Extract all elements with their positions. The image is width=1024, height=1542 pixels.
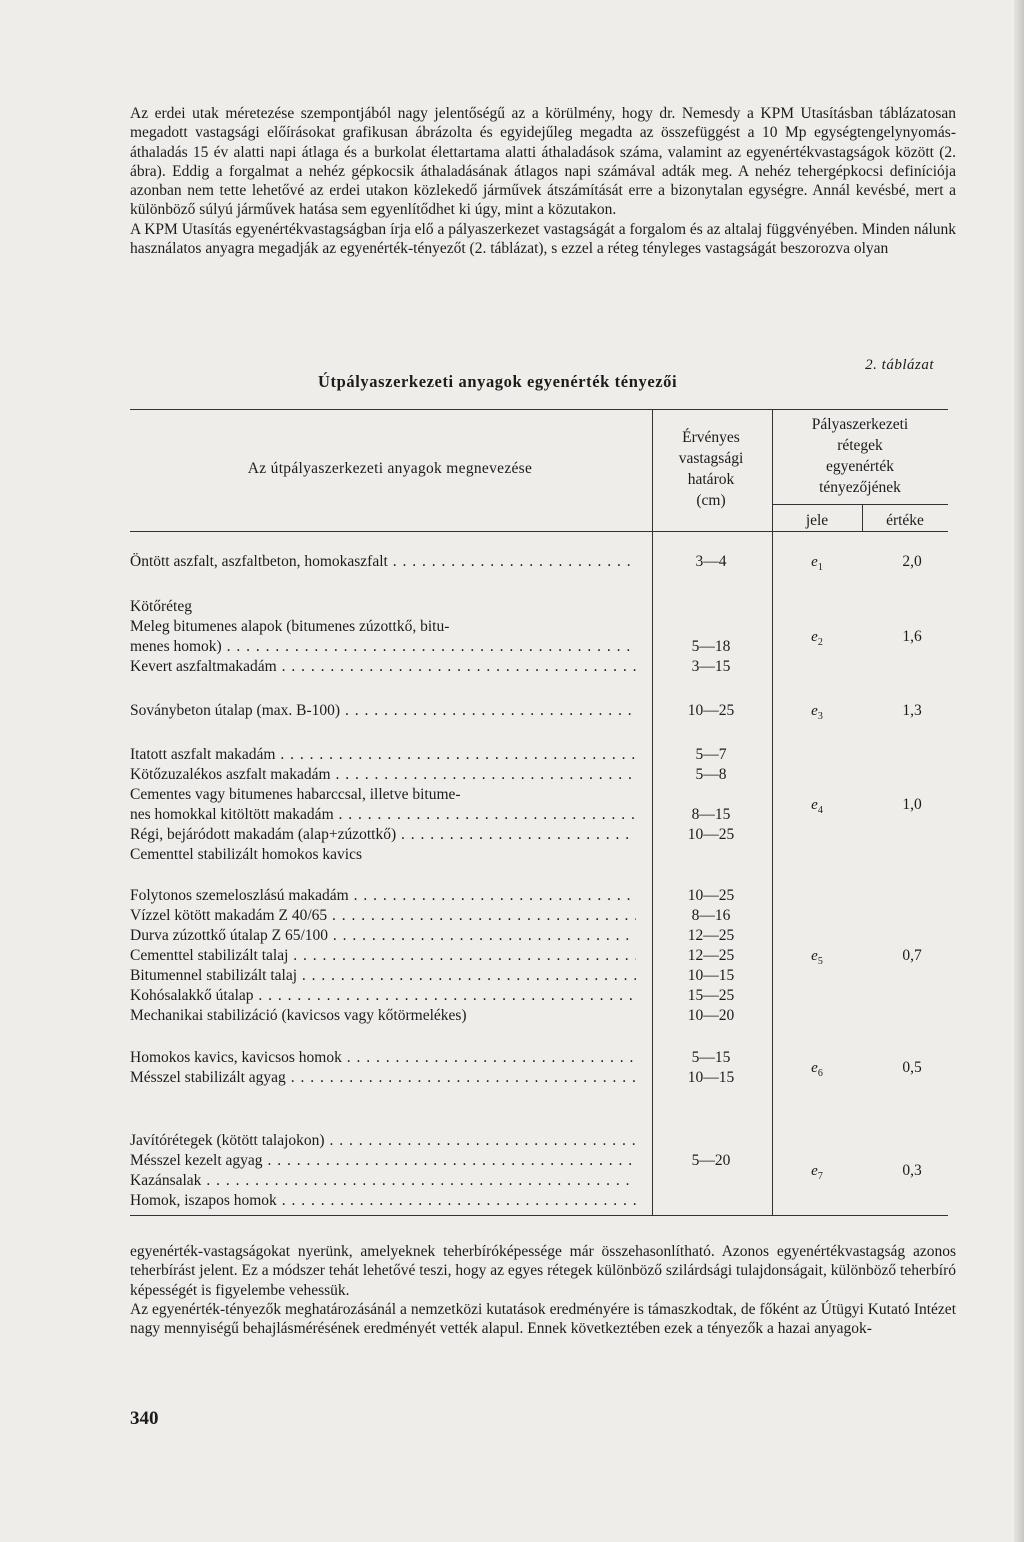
table-row bbox=[130, 825, 948, 845]
thickness-range: 10—25 bbox=[687, 887, 735, 904]
factor-symbol-letter: e bbox=[811, 629, 818, 645]
material-name: Homokos kavics, kavicsos homok . . . bbox=[130, 1048, 636, 1068]
table-group bbox=[130, 597, 948, 677]
factor-value: 0,3 bbox=[902, 1162, 922, 1179]
factor-symbol bbox=[772, 795, 862, 821]
material-name: Kevert aszfaltmakadám . . . bbox=[130, 657, 636, 677]
table-title: Útpályaszerkezeti anyagok egyenérték tényezői bbox=[318, 372, 678, 391]
factor-symbol bbox=[772, 1161, 862, 1187]
factor-symbol-letter: e bbox=[811, 797, 818, 813]
thickness-range: 8—15 bbox=[691, 806, 731, 823]
material-name: Javítórétegek (kötött talajokon) . . . bbox=[130, 1131, 636, 1151]
header-material: Az útpályaszerkezeti anyagok megnevezése bbox=[247, 460, 533, 477]
table-row bbox=[130, 926, 948, 946]
factor-value: 1,6 bbox=[902, 628, 922, 645]
table-group bbox=[130, 886, 948, 1026]
thickness-range: 15—25 bbox=[687, 987, 735, 1004]
thickness-range: 12—25 bbox=[687, 947, 735, 964]
material-name: Vízzel kötött makadám Z 40/65 . . . bbox=[130, 906, 636, 926]
factor-symbol-letter: e bbox=[811, 1163, 818, 1179]
intro-paragraph: Az erdei utak méretezése szempontjából nagy jelentőségű az a körülmény, hogy dr. Nemesdy a KPM Utasításban táblázatosan megadott vastagsági előírásokat grafikusan ábrázolta és egyidejűleg megadta az összefüggést a 10 Mp egységtengelynyomás-áthaladás 15 év alatti napi átlaga és a burkolat élettartama alatti áthaladások száma, valamint az egyenértékvastagságok között (2. ábra). Eddig a forgalmat a nehéz gépkocsik áthaladásának átlagos napi számával adták meg. A nehéz tehergépkocsi definíciója azonban nem tette lehetővé az erdei utakon közlekedő járművek átszámítását erre a bizonytalan egységre. Annál kevésbé, mert a különböző súlyú járművek hatása sem egyenlítődhet ki úgy, mint a közutakon. A KPM Utasítás egyenértékvastagságban írja elő a pályaszerkezet vastagságát a forgalom és az altalaj függvényében. Minden nálunk használatos anyagra megadják az egyenérték-tényezőt (2. táblázat), s ezzel a réteg tényleges vastagságát beszorozva olyan bbox=[130, 105, 956, 258]
material-name: Kötőréteg bbox=[130, 598, 192, 615]
table-group bbox=[130, 701, 948, 721]
table-group bbox=[130, 552, 948, 572]
thickness-range: 5—15 bbox=[691, 1049, 731, 1066]
material-name: Durva zúzottkő útalap Z 65/100 . . . bbox=[130, 926, 636, 946]
table-caption: 2. táblázat bbox=[865, 357, 934, 373]
material-name: Mésszel kezelt agyag . . . bbox=[130, 1151, 636, 1171]
factor-value: 1,3 bbox=[902, 702, 922, 719]
factor-symbol-index: 4 bbox=[817, 805, 823, 816]
factor-symbol-index: 1 bbox=[817, 562, 823, 573]
material-name: nes homokkal kitöltött makadám . . . bbox=[130, 805, 636, 825]
material-name: Bitumennel stabilizált talaj . . . bbox=[130, 966, 636, 986]
subheader-rule bbox=[772, 504, 948, 505]
material-name: Folytonos szemeloszlású makadám . . . bbox=[130, 886, 636, 906]
table-row bbox=[130, 597, 948, 617]
page-number: 340 bbox=[130, 1408, 159, 1429]
thickness-range: 10—20 bbox=[687, 1007, 735, 1024]
thickness-range: 3—4 bbox=[695, 553, 727, 570]
material-name: Soványbeton útalap (max. B-100) . . . bbox=[130, 701, 636, 721]
factor-value: 2,0 bbox=[902, 553, 922, 570]
thickness-range: 3—15 bbox=[691, 658, 731, 675]
factor-symbol bbox=[772, 627, 862, 653]
header-symbol: jele bbox=[805, 512, 829, 529]
material-name: Mechanikai stabilizáció (kavicsos vagy kőtörmelékes) bbox=[130, 1007, 467, 1024]
table-group bbox=[130, 1131, 948, 1211]
page-edge-shadow bbox=[1014, 0, 1024, 1542]
material-name: Cementtel stabilizált talaj . . . bbox=[130, 946, 636, 966]
table-bottom-rule bbox=[130, 1215, 948, 1216]
table-top-rule bbox=[130, 409, 948, 410]
table-row bbox=[130, 906, 948, 926]
factor-symbol-index: 5 bbox=[817, 956, 823, 967]
material-name: Cementes vagy bitumenes habarccsal, illetve bitume- bbox=[130, 786, 461, 803]
thickness-range: 8—16 bbox=[691, 907, 731, 924]
factor-symbol-letter: e bbox=[811, 1060, 818, 1076]
material-name: Itatott aszfalt makadám . . . bbox=[130, 745, 636, 765]
factor-symbol-index: 3 bbox=[817, 711, 823, 722]
factor-symbol-letter: e bbox=[811, 948, 818, 964]
table-row bbox=[130, 1191, 948, 1211]
factor-symbol-letter: e bbox=[811, 703, 818, 719]
table-row bbox=[130, 886, 948, 906]
table-row bbox=[130, 1006, 948, 1026]
factor-value: 0,7 bbox=[902, 947, 922, 964]
factor-symbol bbox=[772, 552, 862, 578]
thickness-range: 5—7 bbox=[695, 746, 727, 763]
factor-value: 0,5 bbox=[902, 1059, 922, 1076]
factor-symbol bbox=[772, 701, 862, 727]
table-group bbox=[130, 745, 948, 865]
table-row bbox=[130, 1131, 948, 1151]
table-row bbox=[130, 765, 948, 785]
table-row bbox=[130, 745, 948, 765]
thickness-range: 5—18 bbox=[691, 638, 731, 655]
material-name: Öntött aszfalt, aszfaltbeton, homokaszfalt . . . bbox=[130, 552, 636, 572]
material-name: Kazánsalak . . . bbox=[130, 1171, 636, 1191]
factor-symbol bbox=[772, 1058, 862, 1084]
thickness-range: 10—25 bbox=[687, 702, 735, 719]
table-row bbox=[130, 845, 948, 865]
factor-symbol-index: 2 bbox=[817, 637, 823, 648]
header-bottom-rule bbox=[130, 531, 948, 532]
header-layers: Pályaszerkezeti rétegek egyenérték tényezőjének bbox=[811, 416, 909, 496]
header-thickness: Érvényes vastagsági határok (cm) bbox=[678, 429, 744, 509]
material-name: Mésszel stabilizált agyag . . . bbox=[130, 1068, 636, 1088]
thickness-range: 10—25 bbox=[687, 826, 735, 843]
material-name: Cementtel stabilizált homokos kavics bbox=[130, 846, 363, 863]
material-name: Régi, bejáródott makadám (alap+zúzottkő) . . . bbox=[130, 825, 636, 845]
factor-symbol-index: 6 bbox=[817, 1068, 823, 1079]
table-row bbox=[130, 657, 948, 677]
material-name: Kötőzuzalékos aszfalt makadám . . . bbox=[130, 765, 636, 785]
factor-value: 1,0 bbox=[902, 796, 922, 813]
material-name: Homok, iszapos homok . . . bbox=[130, 1191, 636, 1211]
material-name: menes homok) . . . bbox=[130, 637, 636, 657]
table-row bbox=[130, 986, 948, 1006]
thickness-range: 10—15 bbox=[687, 967, 735, 984]
thickness-range: 10—15 bbox=[687, 1069, 735, 1086]
material-name: Meleg bitumenes alapok (bitumenes zúzottkő, bitu- bbox=[130, 618, 450, 635]
outro-paragraph: egyenérték-vastagságokat nyerünk, amelyeknek teherbíróképessége már összehasonlítható. Azonos egyenértékvastagság azonos teherbírást jelent. Ez a módszer tehát lehetővé teszi, hogy az egyes rétegek különböző szilárdsági tulajdonságait, különböző teherbíró képességét is figyelembe vehessük. Az egyenérték-tényezők meghatározásánál a nemzetközi kutatások eredményére is támaszkodtak, de főként az Útügyi Kutató Intézet nagy mennyiségű behajlásmérésének eredményét vették alapul. Ennek következtében ezek a tényezők a hazai anyagok- bbox=[130, 1243, 956, 1338]
thickness-range: 12—25 bbox=[687, 927, 735, 944]
thickness-range: 5—8 bbox=[695, 766, 727, 783]
material-name: Kohósalakkő útalap . . . bbox=[130, 986, 636, 1006]
factor-symbol-letter: e bbox=[811, 554, 818, 570]
header-value: értéke bbox=[886, 512, 924, 529]
factor-symbol bbox=[772, 946, 862, 972]
factor-symbol-index: 7 bbox=[817, 1171, 823, 1182]
thickness-range: 5—20 bbox=[691, 1152, 731, 1169]
table-group bbox=[130, 1048, 948, 1088]
